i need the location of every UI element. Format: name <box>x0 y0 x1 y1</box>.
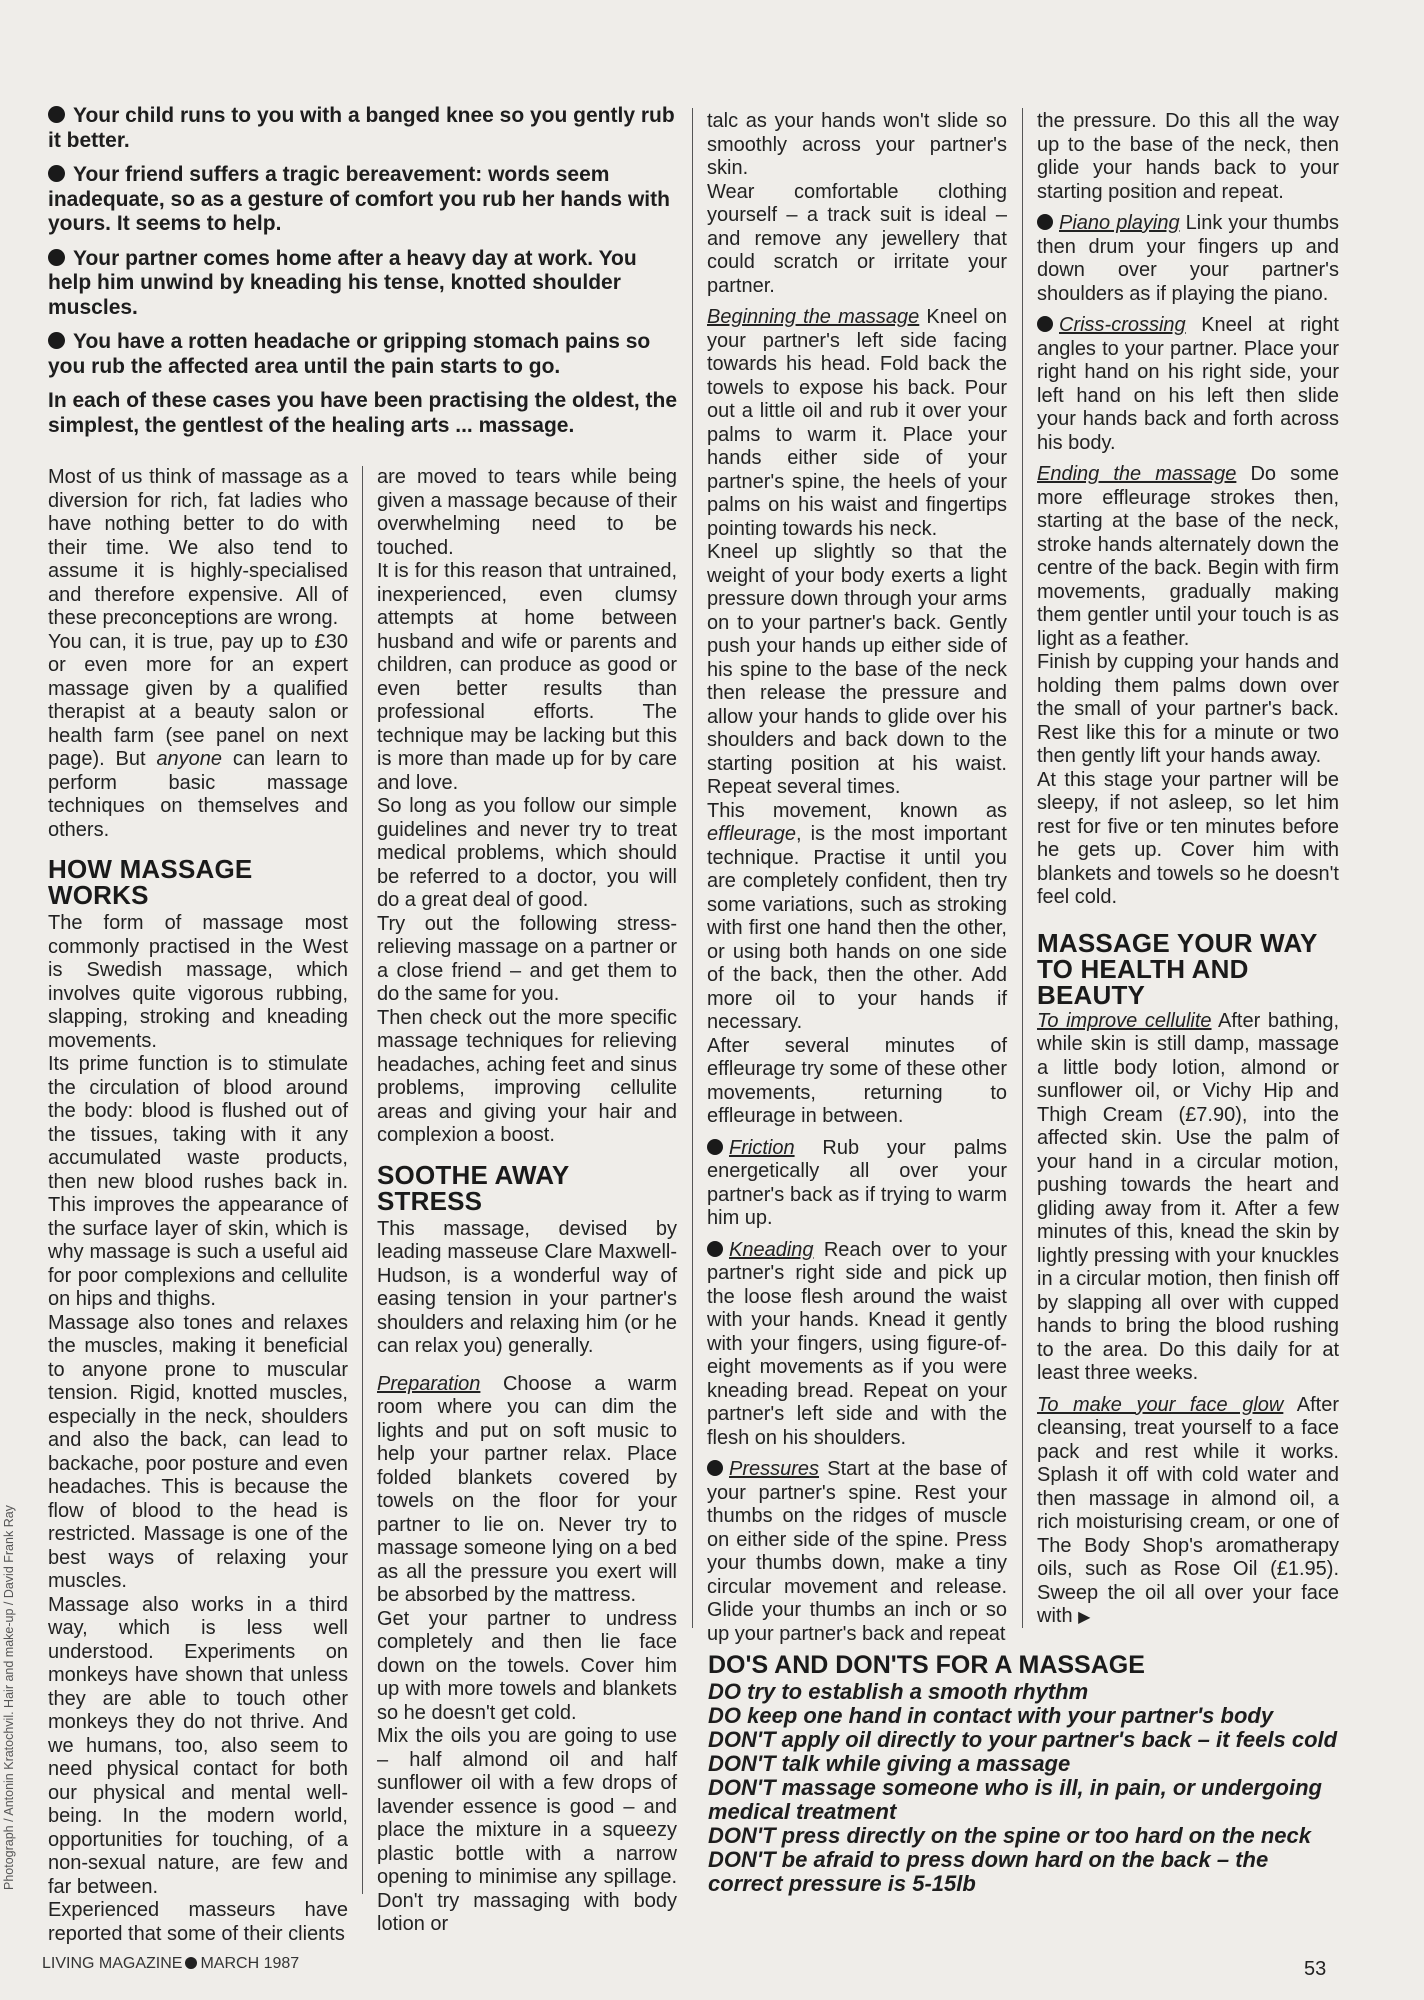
paragraph: are moved to tears while being given a massage because of their overwhelming need to be touched. <box>377 466 677 559</box>
panel-title: DO'S AND DON'TS FOR A MASSAGE <box>708 1651 1145 1679</box>
paragraph: Finish by cupping your hands and holding them palms down over the small of your partner's back. Rest like this for a minute or two then gently lift your hands away. <box>1037 651 1339 767</box>
paragraph: Mix the oils you are going to use – half almond oil and half sunflower oil with a few drops of lavender essence is good – and place the mixture in a squeezy plastic bottle with a narrow opening to minimise any spillage. Don't try massaging with body lotion or <box>377 1725 677 1935</box>
paragraph: Experienced masseurs have reported that some of their clients <box>48 1899 348 1945</box>
paragraph: Kneel up slightly so that the weight of your body exerts a light pressure down through your arms on to your partner's back. Gently push your hands up either side of his spine to the base of the neck then release the pressure and allow your hands to glide over his shoulders and back down to the starting position at his waist. Repeat several times. <box>707 541 1007 798</box>
intro-bullet: Your child runs to you with a banged knee so you gently rub it better. <box>48 104 675 152</box>
paragraph: Beginning the massage Kneel on your partner's left side facing towards his head. Fold back the towels to expose his back. Pour out a little oil and rub it over your palms to warm it. Place your hands either side of your partner's spine, the heels of your palms on his waist and fingertips pointing towards his neck. <box>707 306 1007 540</box>
list-item: DON'T apply oil directly to your partner's back – it feels cold <box>708 1727 1338 1752</box>
paragraph: So long as you follow our simple guidelines and never try to treat medical problems, which should be referred to a doctor, you will do a great deal of good. <box>377 795 677 911</box>
column-rule <box>692 108 693 1628</box>
intro-bullets <box>48 104 684 448</box>
subhead: Pressures <box>729 1458 820 1480</box>
paragraph: Its prime function is to stimulate the circulation of blood around the body: blood is flushed out of the tissues, taking with it any accumulated waste products, then new blood rushes back in. This improves the appearance of the surface layer of skin, which is why massage is such a useful aid for poor complexions and cellulite on hips and thighs. <box>48 1053 348 1310</box>
paragraph: Friction Rub your palms energetically all over your partner's back as if trying to warm him up. <box>707 1136 1007 1229</box>
subhead: Ending the massage <box>1037 463 1237 485</box>
paragraph: You can, it is true, pay up to £30 or even more for an expert massage given by a qualified therapist at a beauty salon or health farm (see panel on next page). But anyone can learn to perform basic massage techniques on themselves and others. <box>48 630 349 841</box>
paragraph: the pressure. Do this all the way up to the base of the neck, then glide your hands back to your starting position and repeat. <box>1037 110 1339 203</box>
paragraph: Criss-crossing Kneel at right angles to your partner. Place your right hand on his right side, your left hand on his left then slide your hands back and forth across his body. <box>1037 314 1339 454</box>
paragraph: Then check out the more specific massage techniques for relieving headaches, aching feet and sinus problems, improving cellulite areas and giving your hair and complexion a boost. <box>377 1006 677 1146</box>
intro-bullet: Your partner comes home after a heavy day at work. You help him unwind by kneading his tense, knotted shoulder muscles. <box>48 246 637 319</box>
paragraph: Piano playing Link your thumbs then drum your fingers up and down over your partner's shoulders as if playing the piano. <box>1037 212 1339 305</box>
bullet-dot-icon <box>48 332 65 349</box>
paragraph: At this stage your partner will be sleepy, if not asleep, so let him rest for five or ten minutes before he gets up. Cover him with blankets and towels so he doesn't feel cold. <box>1037 768 1339 908</box>
column-rule <box>362 466 363 1894</box>
subhead: Preparation <box>377 1372 481 1395</box>
subhead: Kneading <box>729 1238 814 1261</box>
subhead: Piano playing <box>1059 212 1180 234</box>
article-column-2 <box>377 466 677 1937</box>
subhead: To improve cellulite <box>1037 1009 1212 1032</box>
bullet-dot-icon <box>48 165 65 182</box>
paragraph: To improve cellulite After bathing, while skin is still damp, massage a little body lotion, almond or sunflower oil, or Vichy Hip and Thigh Cream (£7.90), into the affected skin. Use the palm of your hand in a circular motion, pushing towards the heart and gliding away from it. After a few minutes of this, knead the skin by lightly pressing with your knuckles in a circular motion, then finish off by slapping all over with cupped hands to bring the blood rushing to the area. Do this daily for at least three weeks. <box>1037 1009 1339 1384</box>
dos-and-donts-panel <box>708 1652 1348 1896</box>
paragraph: Most of us think of massage as a diversion for rich, fat ladies who have nothing better to do with their time. We also tend to assume it is highly-specialised and therefore expensive. All of these preconceptions are wrong. <box>48 466 348 629</box>
paragraph: Pressures Start at the base of your partner's spine. Rest your thumbs on the ridges of muscle on either side of the spine. Press your thumbs down, make a tiny circular movement and release. Glide your thumbs an inch or so up your partner's back and repeat <box>707 1458 1007 1645</box>
bullet-dot-icon <box>707 1139 723 1155</box>
list-item: DON'T massage someone who is ill, in pain, or undergoing medical treatment <box>708 1775 1322 1824</box>
bullet-dot-icon <box>48 249 65 266</box>
footer-dot-icon <box>185 1957 197 1969</box>
bullet-dot-icon <box>1037 316 1053 332</box>
photo-credit: Photograph / Antonin Kratochvil. Hair and make-up / David Frank Ray <box>2 1505 16 1890</box>
bullet-dot-icon <box>707 1460 723 1476</box>
paragraph: Try out the following stress-relieving massage on a partner or a close friend – and get them to do the same for you. <box>377 912 677 1005</box>
list-item: DON'T press directly on the spine or too hard on the neck <box>708 1823 1311 1848</box>
paragraph: Preparation Choose a warm room where you can dim the lights and put on soft music to help your partner relax. Place folded blankets covered by towels on the floor for your partner to lie on. Never try to massage someone lying on a bed as all the pressure you exert will be absorbed by the mattress. <box>377 1372 677 1606</box>
column-rule <box>1022 108 1023 1628</box>
paragraph: Get your partner to undress completely and then lie face down on the towels. Cover him up with more towels and blankets so he doesn't get cold. <box>377 1607 677 1724</box>
paragraph: Massage also works in a third way, which is less well understood. Experiments on monkeys have shown that unless they are able to touch other monkeys they do not thrive. And we humans, too, also seem to need physical contact for both our physical and mental well-being. In the modern world, opportunities for touching, of a non-sexual nature, are few and far between. <box>48 1593 348 1898</box>
article-column-3 <box>707 110 1007 1646</box>
paragraph: This massage, devised by leading masseuse Clare Maxwell-Hudson, is a wonderful way of easing tension in your partner's shoulders and relaxing him (or he can relax you) generally. <box>377 1217 677 1357</box>
intro-bullet: You have a rotten headache or gripping stomach pains so you rub the affected area until the pain starts to go. <box>48 330 651 378</box>
continue-arrow-icon: ▶ <box>1078 1609 1091 1626</box>
article-column-1 <box>48 466 348 1946</box>
subhead: Friction <box>729 1136 795 1159</box>
paragraph: Wear comfortable clothing yourself – a track suit is ideal – and remove any jewellery that could scratch or irritate your partner. <box>707 180 1007 297</box>
bullet-dot-icon <box>1037 214 1053 230</box>
bullet-dot-icon <box>707 1241 723 1257</box>
paragraph: Ending the massage Do some more effleurage strokes then, starting at the base of the neck, stroke hands alternately down the centre of the back. Begin with firm movements, gradually making them gentler until your touch is as light as a feather. <box>1037 463 1339 650</box>
section-heading: MASSAGE YOUR WAY TO HEALTH AND BEAUTY <box>1037 927 1318 1010</box>
intro-summary: In each of these cases you have been practising the oldest, the simplest, the gentlest of the healing arts ... massage. <box>48 389 678 437</box>
bullet-dot-icon <box>48 106 65 123</box>
section-heading: SOOTHE AWAY STRESS <box>377 1159 569 1216</box>
page-number: 53 <box>1304 1958 1327 1980</box>
paragraph: The form of massage most commonly practised in the West is Swedish massage, which involves quite vigorous rubbing, slapping, stroking and kneading movements. <box>48 912 348 1052</box>
section-heading: HOW MASSAGE WORKS <box>48 854 253 910</box>
paragraph: After several minutes of effleurage try some of these other movements, returning to effleurage in between. <box>707 1034 1007 1127</box>
paragraph: To make your face glow After cleansing, treat yourself to a face pack and rest while it works. Splash it off with cold water and then massage in almond oil, a rich moisturising cream, or one of The Body Shop's aromatherapy oils, such as Rose Oil (£1.95). Sweep the oil all over your face with ▶ <box>1037 1393 1339 1627</box>
footer-magazine: LIVING MAGAZINE MARCH 1987 <box>42 1955 300 1972</box>
article-column-4 <box>1037 110 1339 1630</box>
paragraph: This movement, known as effleurage, is the most important technique. Practise it until you are completely confident, then try some variations, such as stroking with first one hand then the other, or using both hands on one side of the back, then the other. Add more oil to your hands if necessary. <box>707 799 1007 1033</box>
intro-bullet: Your friend suffers a tragic bereavement: words seem inadequate, so as a gesture of comfort you rub her hands with yours. It seems to help. <box>48 163 670 235</box>
paragraph: It is for this reason that untrained, inexperienced, even clumsy attempts at home between husband and wife or parents and children, can produce as good or even better results than professional efforts. The technique may be lacking but this is more than made up for by care and love. <box>377 560 677 794</box>
list-item: DON'T be afraid to press down hard on the back – the correct pressure is 5-15lb <box>708 1847 1269 1896</box>
list-item: DO try to establish a smooth rhythm <box>708 1679 1089 1704</box>
subhead: Criss-crossing <box>1059 314 1186 336</box>
list-item: DON'T talk while giving a massage <box>708 1751 1071 1776</box>
paragraph: talc as your hands won't slide so smoothly across your partner's skin. <box>707 110 1007 179</box>
subhead: Beginning the massage <box>707 306 920 328</box>
list-item: DO keep one hand in contact with your partner's body <box>708 1703 1274 1728</box>
subhead: To make your face glow <box>1037 1393 1284 1416</box>
paragraph: Kneading Reach over to your partner's right side and pick up the loose flesh around the waist with your hands. Knead it gently with your fingers, using figure-of-eight movements as if you were kneading bread. Repeat on your partner's left side and with the flesh on his shoulders. <box>707 1238 1007 1449</box>
paragraph: Massage also tones and relaxes the muscles, making it beneficial to anyone prone to muscular tension. Rigid, knotted muscles, especially in the neck, shoulders and also the back, can lead to backache, poor posture and even headaches. This is because the flow of blood to the head is restricted. Massage is one of the best ways of relaxing your muscles. <box>48 1311 348 1592</box>
